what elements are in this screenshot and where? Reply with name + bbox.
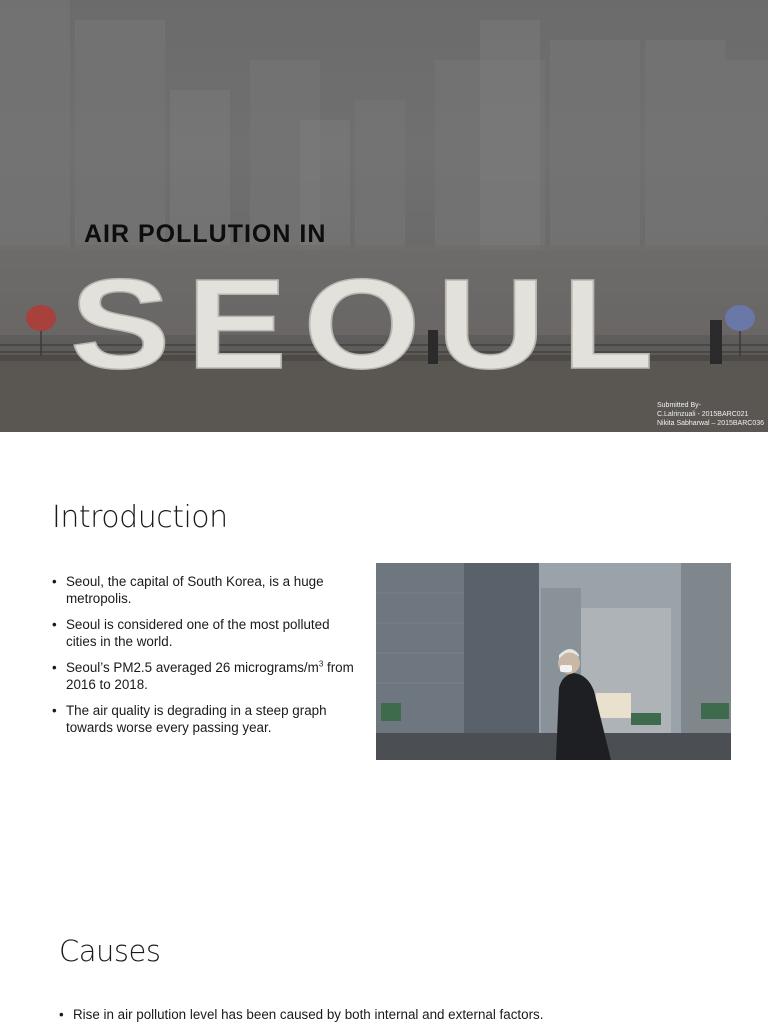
smoggy-seoul-photo xyxy=(0,0,768,432)
bullet-item: • Seoul’s PM2.5 averaged 26 micrograms/$m^3$ from 2016 to 2018. xyxy=(52,659,362,693)
slide-title: AIR POLLUTION IN xyxy=(84,220,327,248)
causes-bullets xyxy=(59,1006,759,1023)
causes-heading: Causes xyxy=(59,934,161,968)
bullet-item: • Seoul is considered one of the most polluted cities in the world. xyxy=(52,616,362,650)
credits-line: C.Lalrinzuali - 2015BARC021 xyxy=(657,411,749,418)
bullet-item: • Seoul, the capital of South Korea, is a huge metropolis. xyxy=(52,573,362,607)
seoul-sign-letters: SEOUL xyxy=(70,253,670,396)
introduction-bullets xyxy=(52,573,362,745)
credits-block xyxy=(657,401,764,428)
introduction-heading: Introduction xyxy=(52,500,228,535)
bullet-item: • Rise in air pollution level has been caused by both internal and external factors. xyxy=(59,1006,759,1023)
title-slide xyxy=(0,0,768,432)
bullet-item: • The air quality is degrading in a steep graph towards worse every passing year. xyxy=(52,702,362,736)
introduction-slide xyxy=(0,432,768,904)
causes-slide xyxy=(0,904,768,1024)
credits-line: Submitted By- xyxy=(657,402,701,409)
credits-line: Nikita Sabharwal – 2015BARC036 xyxy=(657,420,765,427)
masked-man-photo xyxy=(376,563,731,760)
